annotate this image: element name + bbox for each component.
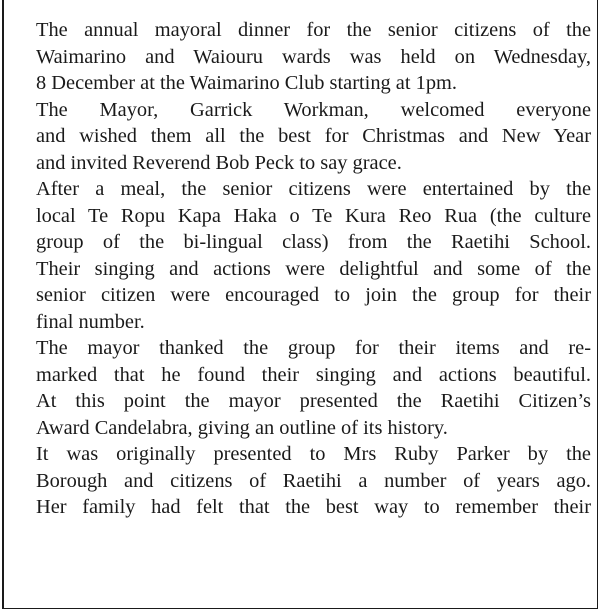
text-line: Their singing and actions were delightful and some of the — [36, 257, 591, 280]
paragraph-2 — [14, 97, 591, 177]
paragraph-3 — [14, 176, 591, 335]
text-line: Waimarino and Waiouru wards was held on Wednesday, — [36, 45, 591, 68]
paragraph-5 — [14, 441, 591, 521]
text-line: The annual mayoral dinner for the senior citizens of the — [36, 19, 591, 41]
paragraph-1 — [14, 17, 591, 97]
text-line: The Mayor, Garrick Workman, welcomed everyone — [36, 98, 591, 121]
text-line: final number. — [36, 310, 145, 333]
text-line: Award Candelabra, giving an outline of its history. — [36, 416, 448, 439]
text-line: marked that he found their singing and actions beautiful. — [36, 363, 591, 386]
article-body — [14, 17, 591, 521]
text-line: 8 December at the Waimarino Club starting at 1pm. — [36, 72, 457, 94]
text-line: Borough and citizens of Raetihi a number of years ago. — [36, 469, 591, 492]
text-line: senior citizen were encouraged to join the group for their — [36, 284, 591, 306]
text-line: The mayor thanked the group for their items and re- — [36, 337, 591, 359]
text-line: and invited Reverend Bob Peck to say grace. — [36, 151, 402, 174]
text-line: local Te Ropu Kapa Haka o Te Kura Reo Rua (the culture — [36, 204, 591, 227]
text-line: It was originally presented to Mrs Ruby Parker by the — [36, 443, 591, 465]
text-line: At this point the mayor presented the Raetihi Citizen’s — [36, 390, 591, 412]
text-line: and wished them all the best for Christmas and New Year — [36, 125, 591, 147]
text-line: Her family had felt that the best way to remember their — [36, 496, 591, 518]
text-line: After a meal, the senior citizens were entertained by the — [36, 178, 591, 200]
paragraph-4 — [14, 335, 591, 441]
text-line: group of the bi-lingual class) from the Raetihi School. — [36, 231, 591, 253]
